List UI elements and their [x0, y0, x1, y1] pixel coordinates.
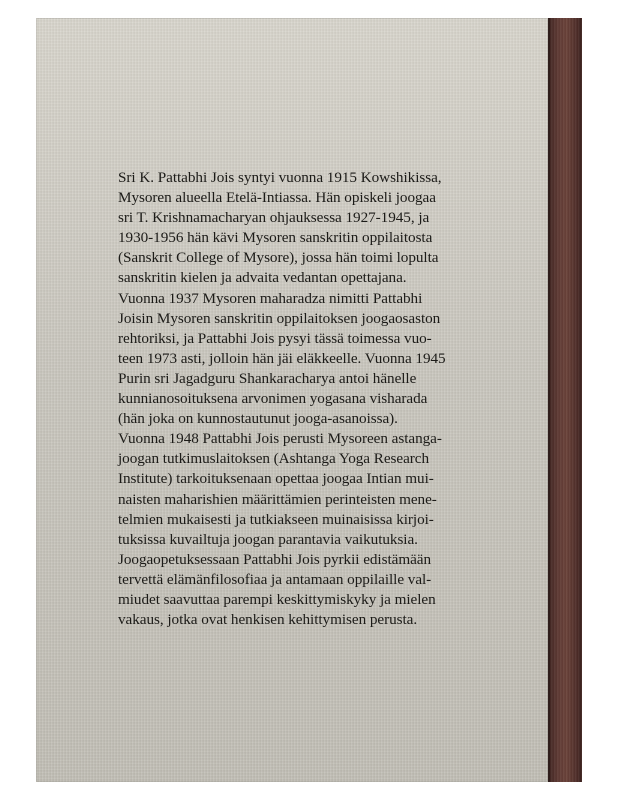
spine-edge	[548, 18, 550, 782]
book-spine	[548, 18, 582, 782]
book-back-cover	[36, 18, 582, 782]
cover-panel	[36, 18, 548, 782]
back-cover-blurb: Sri K. Pattabhi Jois syntyi vuonna 1915 Kowshikissa, Mysoren alueella Etelä-Intiassa. Hän opiskeli joogaa sri T. Krishnamacharyan ohjauksessa 1927-1945, ja 1930-1956 hän kävi Mysoren sanskritin oppilaitosta (Sanskrit College of Mysore), jossa hän toimi lopulta sanskritin kielen ja advaita vedantan opettajana. Vuonna 1937 Mysoren maharadza nimitti Pattabhi Joisin Mysoren sanskritin oppilaitoksen joogaosaston rehtoriksi, ja Pattabhi Jois pysyi tässä toimessa vuo- teen 1973 asti, jolloin hän jäi eläkkeelle. Vuonna 1945 Purin sri Jagadguru Shankaracharya antoi hänelle kunnianosoituksena arvonimen yogasana visharada (hän joka on kunnostautunut jooga-asanoissa). Vuonna 1948 Pattabhi Jois perusti Mysoreen astanga- joogan tutkimuslaitoksen (Ashtanga Yoga Research Institute) tarkoituksenaan opettaa joogaa Intian mui- naisten maharishien määrittämien perinteisten mene- telmien mukaisesti ja tutkiakseen muinaisissa kirjoi- tuksissa kuvailtuja joogan parantavia vaikutuksia. Joogaopetuksessaan Pattabhi Jois pyrkii edistämään tervettä elämänfilosofiaa ja antamaan oppilaille val- miudet saavuttaa parempi keskittymiskyky ja mielen vakaus, jotka ovat henkisen kehittymisen perusta.	[118, 169, 446, 629]
